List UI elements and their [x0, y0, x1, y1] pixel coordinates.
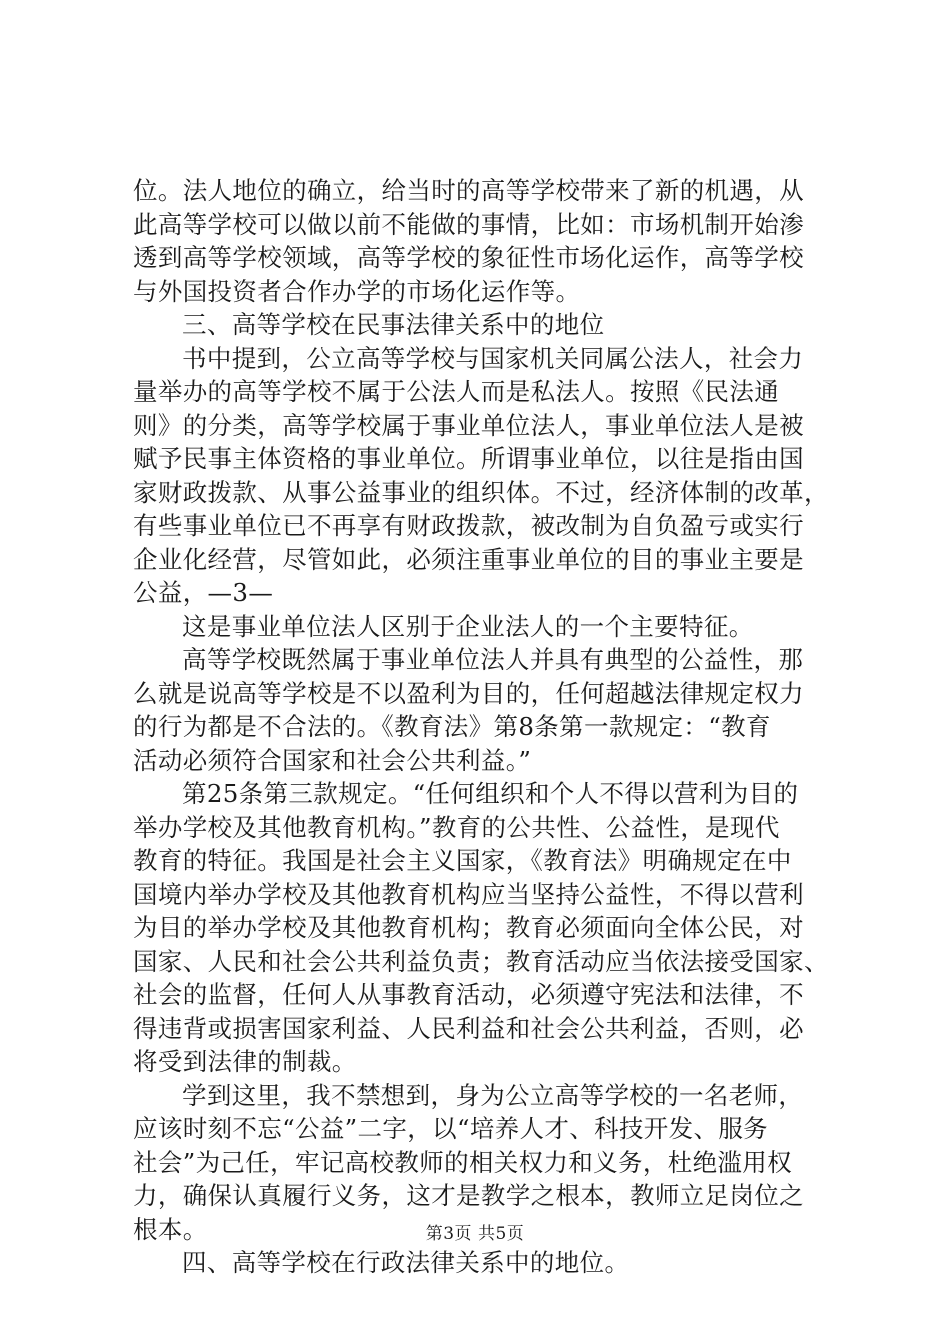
text-line: 应该时刻不忘“公益”二字，以“培养人才、科技开发、服务 — [133, 1114, 769, 1143]
text-line: 与外国投资者合作办学的市场化运作等。 — [133, 276, 581, 306]
text-line: 根本。 — [133, 1214, 208, 1244]
text-line: 社会的监督，任何人从事教育活动，必须遵守宪法和法律，不 — [133, 980, 804, 1009]
text-line: 位。法人地位的确立，给当时的高等学校带来了新的机遇，从 — [133, 176, 804, 205]
text-line: 国家、人民和社会公共利益负责；教育活动应当依法接受国家、 — [133, 946, 829, 976]
text-line: 这是事业单位法人区别于企业法人的一个主要特征。 — [182, 611, 754, 641]
text-line: 家财政拨款、从事公益事业的组织体。不过，经济体制的改革， — [133, 477, 829, 507]
text-line: 得违背或损害国家利益、人民利益和社会公共利益，否则，必 — [133, 1013, 804, 1043]
document-body — [133, 174, 833, 1280]
text-line: 企业化经营，尽管如此，必须注重事业单位的目的事业主要是 — [133, 544, 804, 574]
text-line: 书中提到，公立高等学校与国家机关同属公法人，社会力 — [182, 343, 804, 373]
text-line: 教育的特征。我国是社会主义国家，《教育法》明确规定在中 — [133, 846, 792, 875]
text-line: 第25条第三款规定。“任何组织和个人不得以营利为目的 — [182, 779, 799, 808]
text-line: 三、高等学校在民事法律关系中的地位 — [182, 310, 605, 339]
text-line: 的行为都是不合法的。《教育法》第8条第一款规定：“教育 — [133, 712, 771, 741]
text-line: 么就是说高等学校是不以盈利为目的，任何超越法律规定权力 — [133, 678, 804, 708]
text-line: 高等学校既然属于事业单位法人并具有典型的公益性，那 — [182, 645, 804, 674]
text-line: 四、高等学校在行政法律关系中的地位。 — [182, 1248, 630, 1277]
text-line: 将受到法律的制裁。 — [133, 1047, 357, 1076]
text-line: 国境内举办学校及其他教育机构应当坚持公益性，不得以营利 — [133, 879, 804, 909]
text-line: 学到这里，我不禁想到，身为公立高等学校的一名老师， — [182, 1080, 804, 1110]
text-line: 活动必须符合国家和社会公共利益。” — [133, 745, 532, 775]
text-line: 社会”为己任，牢记高校教师的相关权力和义务，杜绝滥用权 — [133, 1147, 792, 1177]
text-line: 公益，—3— — [133, 578, 274, 607]
text-line: 力，确保认真履行义务，这才是教学之根本，教师立足岗位之 — [133, 1181, 804, 1210]
page-footer: 第3页 共5页 — [425, 1224, 525, 1244]
text-line: 此高等学校可以做以前不能做的事情，比如：市场机制开始渗 — [133, 209, 804, 239]
text-line: 则》的分类，高等学校属于事业单位法人，事业单位法人是被 — [133, 410, 804, 440]
text-line: 举办学校及其他教育机构。”教育的公共性、公益性，是现代 — [133, 812, 780, 842]
text-line: 量举办的高等学校不属于公法人而是私法人。按照《民法通 — [133, 377, 780, 406]
text-line: 赋予民事主体资格的事业单位。所谓事业单位，以往是指由国 — [133, 444, 804, 473]
text-line: 透到高等学校领域，高等学校的象征性市场化运作，高等学校 — [133, 243, 804, 272]
text-line: 为目的举办学校及其他教育机构；教育必须面向全体公民，对 — [133, 913, 804, 942]
text-line: 有些事业单位已不再享有财政拨款，被改制为自负盈亏或实行 — [133, 511, 804, 540]
